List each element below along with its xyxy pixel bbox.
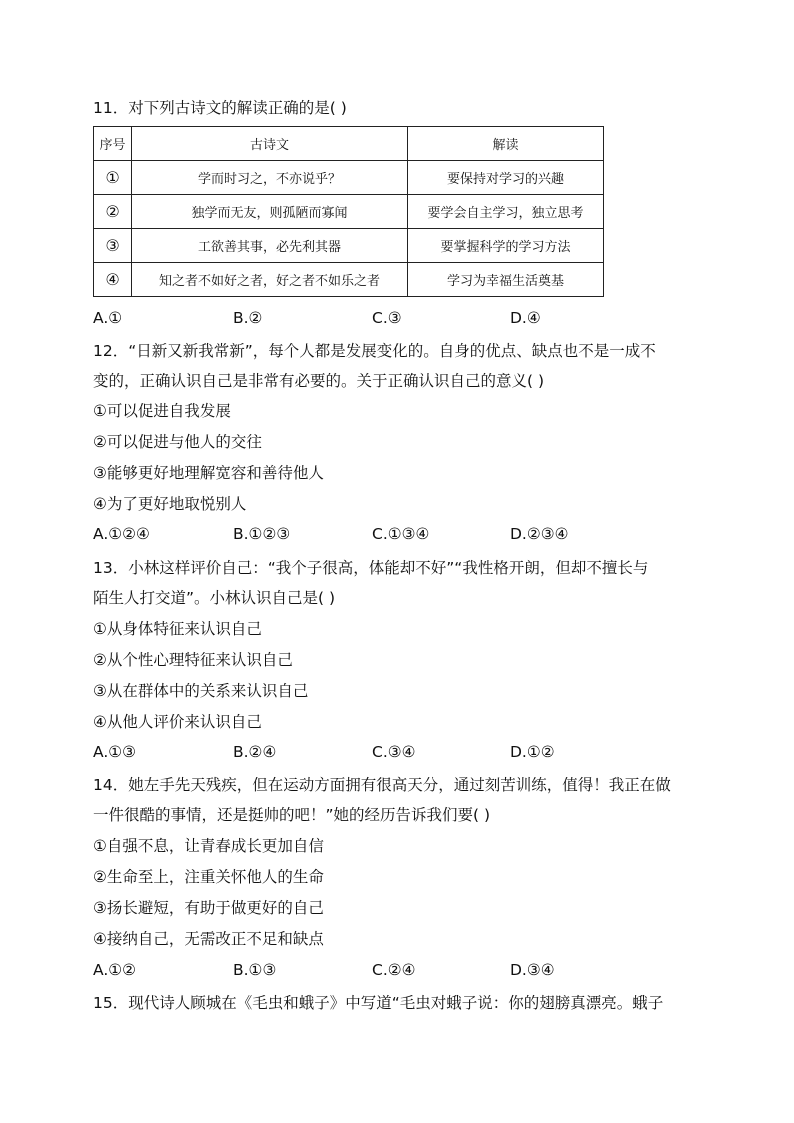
q13-options: [93, 743, 693, 763]
q13-item: ②从个性心理特征来认识自己: [93, 651, 293, 669]
q11-table: [93, 126, 604, 297]
table-cell: ①: [94, 161, 132, 195]
table-cell: 要掌握科学的学习方法: [408, 229, 604, 263]
option-d[interactable]: D.③④: [510, 961, 555, 979]
option-c[interactable]: C.①③④: [372, 525, 430, 543]
table-cell: 要保持对学习的兴趣: [408, 161, 604, 195]
table-header-row: [94, 127, 604, 161]
q13-item: ④从他人评价来认识自己: [93, 713, 262, 731]
q14-item: ①自强不息，让青春成长更加自信: [93, 837, 324, 855]
q11-options: [93, 309, 693, 329]
table-cell: ④: [94, 263, 132, 297]
q13-stem-line: 13．小林这样评价自己：“我个子很高，体能却不好”“我性格开朗，但却不擅长与: [93, 559, 649, 577]
option-b[interactable]: B.①③: [233, 961, 277, 979]
q14-item: ③扬长避短，有助于做更好的自己: [93, 899, 324, 917]
option-d[interactable]: D.④: [510, 309, 541, 327]
table-cell: 要学会自主学习，独立思考: [408, 195, 604, 229]
q12-stem-line: 变的，正确认识自己是非常有必要的。关于正确认识自己的意义( ): [93, 372, 545, 390]
header-cell: 解读: [408, 127, 604, 161]
q14-item: ②生命至上，注重关怀他人的生命: [93, 868, 324, 886]
table-cell: ③: [94, 229, 132, 263]
q14-stem-line: 14．她左手先天残疾，但在运动方面拥有很高天分，通过刻苦训练，值得！我正在做: [93, 776, 671, 794]
option-a[interactable]: A.①②④: [93, 525, 150, 543]
header-cell: 古诗文: [132, 127, 408, 161]
q13-item: ③从在群体中的关系来认识自己: [93, 682, 309, 700]
option-b[interactable]: B.②④: [233, 743, 277, 761]
q12-stem-line: 12．“日新又新我常新”，每个人都是发展变化的。自身的优点、缺点也不是一成不: [93, 342, 656, 360]
header-cell: 序号: [94, 127, 132, 161]
table-cell: 知之者不如好之者，好之者不如乐之者: [132, 263, 408, 297]
table-row: [94, 161, 604, 195]
q12-item: ③能够更好地理解宽容和善待他人: [93, 464, 324, 482]
q12-item: ④为了更好地取悦别人: [93, 495, 247, 513]
table-row: [94, 195, 604, 229]
option-b[interactable]: B.①②③: [233, 525, 291, 543]
table-cell: 学而时习之，不亦说乎？: [132, 161, 408, 195]
table-cell: 学习为幸福生活奠基: [408, 263, 604, 297]
option-d[interactable]: D.①②: [510, 743, 555, 761]
option-a[interactable]: A.①③: [93, 743, 137, 761]
q12-options: [93, 525, 693, 545]
option-c[interactable]: C.②④: [372, 961, 416, 979]
q12-item: ②可以促进与他人的交往: [93, 433, 262, 451]
option-c[interactable]: C.③④: [372, 743, 416, 761]
q15-stem-line: 15．现代诗人顾城在《毛虫和蛾子》中写道“毛虫对蛾子说：你的翅膀真漂亮。蛾子: [93, 994, 664, 1012]
option-a[interactable]: A.①②: [93, 961, 137, 979]
table-cell: 独学而无友，则孤陋而寡闻: [132, 195, 408, 229]
table-cell: 工欲善其事，必先利其器: [132, 229, 408, 263]
option-c[interactable]: C.③: [372, 309, 402, 327]
table-row: [94, 229, 604, 263]
q13-item: ①从身体特征来认识自己: [93, 620, 262, 638]
q14-stem-line: 一件很酷的事情，还是挺帅的吧！”她的经历告诉我们要( ): [93, 806, 491, 824]
q14-options: [93, 961, 693, 981]
q12-item: ①可以促进自我发展: [93, 402, 231, 420]
table-cell: ②: [94, 195, 132, 229]
q13-stem-line: 陌生人打交道”。小林认识自己是( ): [93, 589, 336, 607]
option-a[interactable]: A.①: [93, 309, 123, 327]
option-b[interactable]: B.②: [233, 309, 263, 327]
q11-stem: 11．对下列古诗文的解读正确的是( ): [93, 99, 347, 117]
table-row: [94, 263, 604, 297]
option-d[interactable]: D.②③④: [510, 525, 569, 543]
q14-item: ④接纳自己，无需改正不足和缺点: [93, 930, 324, 948]
